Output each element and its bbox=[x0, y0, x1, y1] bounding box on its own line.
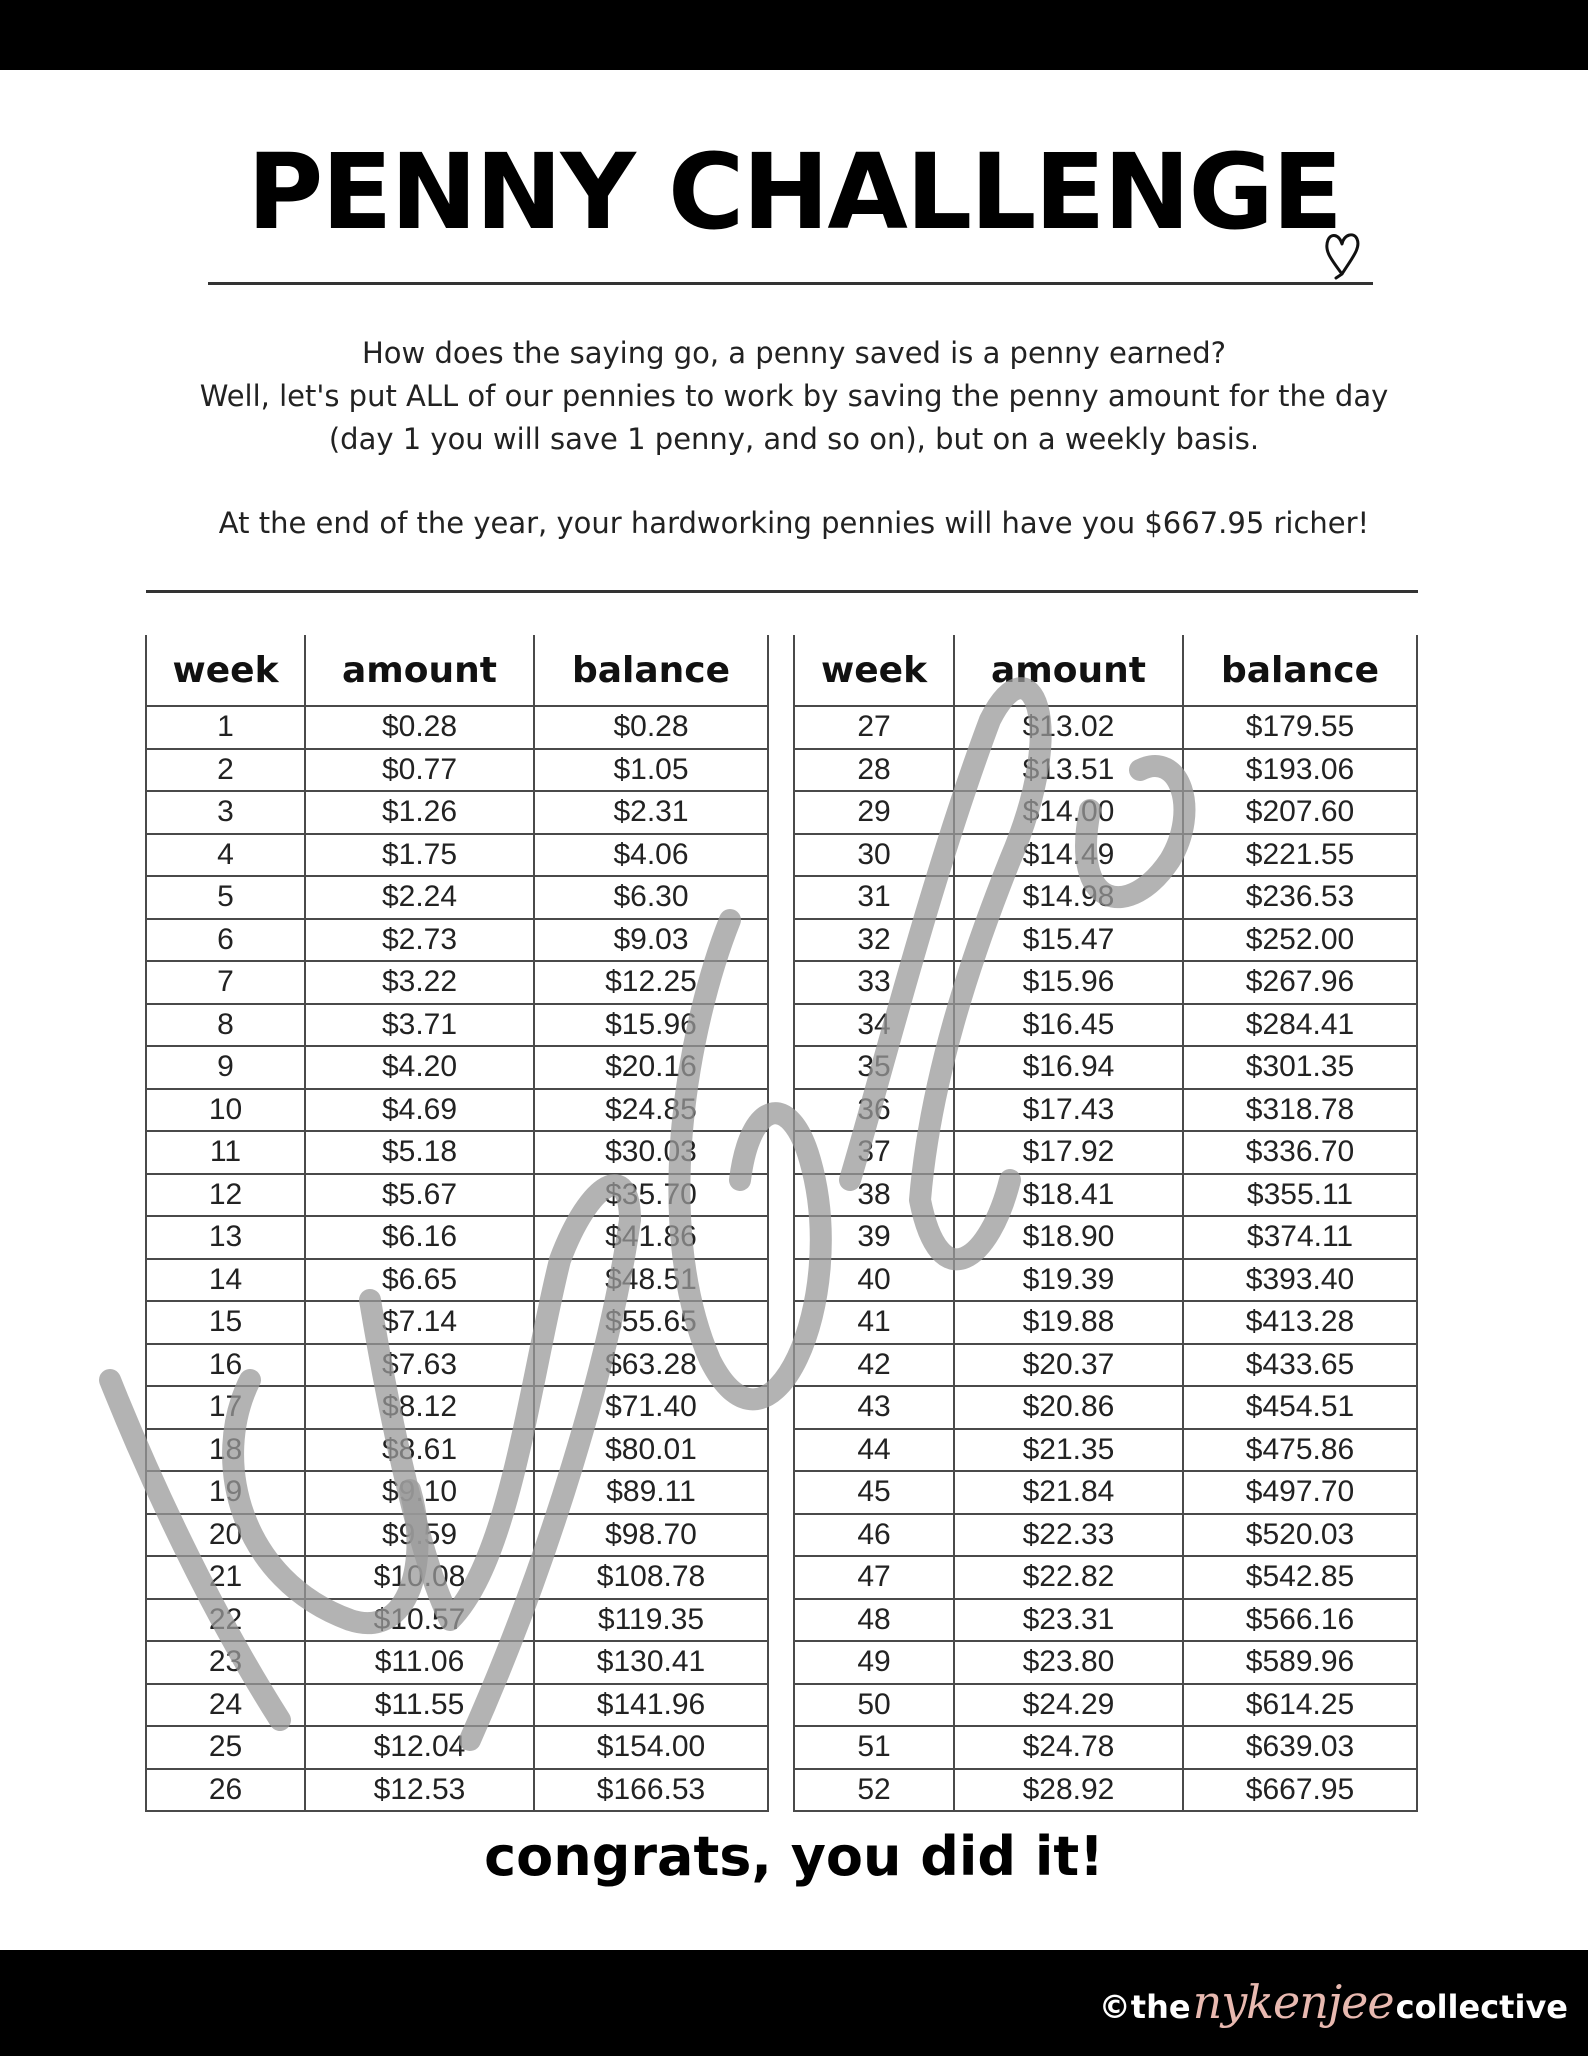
heart-doodle-icon bbox=[1320, 228, 1364, 280]
amount-cell: $15.96 bbox=[954, 961, 1183, 1004]
week-cell: 5 bbox=[146, 876, 305, 919]
week-cell: 32 bbox=[794, 919, 954, 962]
table-row bbox=[794, 1769, 1417, 1812]
table-row bbox=[146, 1301, 768, 1344]
balance-cell: $48.51 bbox=[534, 1259, 768, 1302]
amount-cell: $15.47 bbox=[954, 919, 1183, 962]
balance-cell: $2.31 bbox=[534, 791, 768, 834]
week-cell: 36 bbox=[794, 1089, 954, 1132]
amount-cell: $23.80 bbox=[954, 1641, 1183, 1684]
balance-cell: $154.00 bbox=[534, 1726, 768, 1769]
amount-cell: $3.71 bbox=[305, 1004, 534, 1047]
balance-cell: $55.65 bbox=[534, 1301, 768, 1344]
balance-cell: $4.06 bbox=[534, 834, 768, 877]
balance-cell: $108.78 bbox=[534, 1556, 768, 1599]
table-row bbox=[794, 1301, 1417, 1344]
column-header-balance: balance bbox=[1183, 635, 1417, 706]
week-cell: 6 bbox=[146, 919, 305, 962]
week-cell: 22 bbox=[146, 1599, 305, 1642]
balance-cell: $80.01 bbox=[534, 1429, 768, 1472]
amount-cell: $7.63 bbox=[305, 1344, 534, 1387]
week-cell: 19 bbox=[146, 1471, 305, 1514]
balance-cell: $24.85 bbox=[534, 1089, 768, 1132]
table-row bbox=[794, 1216, 1417, 1259]
amount-cell: $5.67 bbox=[305, 1174, 534, 1217]
amount-cell: $16.45 bbox=[954, 1004, 1183, 1047]
brand-prefix: ©the bbox=[1098, 1988, 1191, 2026]
amount-cell: $21.84 bbox=[954, 1471, 1183, 1514]
amount-cell: $20.86 bbox=[954, 1386, 1183, 1429]
table-row bbox=[794, 1089, 1417, 1132]
amount-cell: $2.73 bbox=[305, 919, 534, 962]
amount-cell: $8.61 bbox=[305, 1429, 534, 1472]
balance-cell: $393.40 bbox=[1183, 1259, 1417, 1302]
amount-cell: $12.53 bbox=[305, 1769, 534, 1812]
table-row bbox=[794, 1641, 1417, 1684]
balance-cell: $475.86 bbox=[1183, 1429, 1417, 1472]
table-row bbox=[794, 1046, 1417, 1089]
column-header-amount: amount bbox=[305, 635, 534, 706]
intro-line: (day 1 you will save 1 penny, and so on), but on a weekly basis. bbox=[328, 422, 1260, 456]
amount-cell: $24.78 bbox=[954, 1726, 1183, 1769]
balance-cell: $12.25 bbox=[534, 961, 768, 1004]
amount-cell: $6.16 bbox=[305, 1216, 534, 1259]
balance-cell: $639.03 bbox=[1183, 1726, 1417, 1769]
balance-cell: $9.03 bbox=[534, 919, 768, 962]
week-cell: 4 bbox=[146, 834, 305, 877]
balance-cell: $520.03 bbox=[1183, 1514, 1417, 1557]
table-row bbox=[794, 1004, 1417, 1047]
amount-cell: $9.59 bbox=[305, 1514, 534, 1557]
intro-line: How does the saying go, a penny saved is a penny earned? bbox=[361, 336, 1226, 370]
balance-cell: $20.16 bbox=[534, 1046, 768, 1089]
week-cell: 41 bbox=[794, 1301, 954, 1344]
week-cell: 38 bbox=[794, 1174, 954, 1217]
balance-cell: $433.65 bbox=[1183, 1344, 1417, 1387]
amount-cell: $5.18 bbox=[305, 1131, 534, 1174]
amount-cell: $10.57 bbox=[305, 1599, 534, 1642]
amount-cell: $0.77 bbox=[305, 749, 534, 792]
amount-cell: $17.92 bbox=[954, 1131, 1183, 1174]
week-cell: 44 bbox=[794, 1429, 954, 1472]
balance-cell: $413.28 bbox=[1183, 1301, 1417, 1344]
week-cell: 26 bbox=[146, 1769, 305, 1812]
balance-cell: $667.95 bbox=[1183, 1769, 1417, 1812]
week-cell: 17 bbox=[146, 1386, 305, 1429]
balance-cell: $355.11 bbox=[1183, 1174, 1417, 1217]
amount-cell: $8.12 bbox=[305, 1386, 534, 1429]
balance-cell: $0.28 bbox=[534, 706, 768, 749]
balance-cell: $35.70 bbox=[534, 1174, 768, 1217]
brand-logo bbox=[1099, 1975, 1568, 2029]
amount-cell: $14.98 bbox=[954, 876, 1183, 919]
balance-cell: $566.16 bbox=[1183, 1599, 1417, 1642]
balance-cell: $71.40 bbox=[534, 1386, 768, 1429]
table-row bbox=[794, 1684, 1417, 1727]
week-cell: 42 bbox=[794, 1344, 954, 1387]
balance-cell: $318.78 bbox=[1183, 1089, 1417, 1132]
table-row bbox=[146, 1004, 768, 1047]
amount-cell: $14.00 bbox=[954, 791, 1183, 834]
column-header-week: week bbox=[794, 635, 954, 706]
table-header-row bbox=[146, 635, 768, 706]
table-row bbox=[794, 834, 1417, 877]
week-cell: 3 bbox=[146, 791, 305, 834]
balance-cell: $267.96 bbox=[1183, 961, 1417, 1004]
table-row bbox=[794, 919, 1417, 962]
table-row bbox=[146, 1131, 768, 1174]
table-row bbox=[794, 1344, 1417, 1387]
week-cell: 50 bbox=[794, 1684, 954, 1727]
brand-script: nykenjee bbox=[1192, 1975, 1394, 2029]
table-row bbox=[794, 876, 1417, 919]
week-cell: 10 bbox=[146, 1089, 305, 1132]
week-cell: 37 bbox=[794, 1131, 954, 1174]
table-row bbox=[146, 834, 768, 877]
table-row bbox=[794, 1471, 1417, 1514]
table-row bbox=[794, 706, 1417, 749]
amount-cell: $22.33 bbox=[954, 1514, 1183, 1557]
ledger-body-left bbox=[146, 706, 768, 1811]
balance-cell: $236.53 bbox=[1183, 876, 1417, 919]
week-cell: 2 bbox=[146, 749, 305, 792]
table-row bbox=[146, 1471, 768, 1514]
balance-cell: $374.11 bbox=[1183, 1216, 1417, 1259]
amount-cell: $4.20 bbox=[305, 1046, 534, 1089]
balance-cell: $30.03 bbox=[534, 1131, 768, 1174]
week-cell: 48 bbox=[794, 1599, 954, 1642]
congrats-message: congrats, you did it! bbox=[484, 1825, 1104, 1888]
balance-cell: $1.05 bbox=[534, 749, 768, 792]
ledger-table-weeks-1-26 bbox=[145, 635, 769, 1812]
week-cell: 16 bbox=[146, 1344, 305, 1387]
week-cell: 11 bbox=[146, 1131, 305, 1174]
amount-cell: $24.29 bbox=[954, 1684, 1183, 1727]
week-cell: 13 bbox=[146, 1216, 305, 1259]
balance-cell: $119.35 bbox=[534, 1599, 768, 1642]
amount-cell: $22.82 bbox=[954, 1556, 1183, 1599]
balance-cell: $252.00 bbox=[1183, 919, 1417, 962]
table-row bbox=[146, 1726, 768, 1769]
balance-cell: $193.06 bbox=[1183, 749, 1417, 792]
table-row bbox=[146, 961, 768, 1004]
table-row bbox=[146, 1684, 768, 1727]
week-cell: 31 bbox=[794, 876, 954, 919]
balance-cell: $336.70 bbox=[1183, 1131, 1417, 1174]
week-cell: 51 bbox=[794, 1726, 954, 1769]
amount-cell: $12.04 bbox=[305, 1726, 534, 1769]
table-row bbox=[794, 1599, 1417, 1642]
amount-cell: $18.90 bbox=[954, 1216, 1183, 1259]
amount-cell: $10.08 bbox=[305, 1556, 534, 1599]
week-cell: 20 bbox=[146, 1514, 305, 1557]
table-row bbox=[146, 1344, 768, 1387]
intro-text bbox=[0, 332, 1588, 461]
table-row bbox=[794, 961, 1417, 1004]
table-row bbox=[146, 876, 768, 919]
balance-cell: $15.96 bbox=[534, 1004, 768, 1047]
week-cell: 21 bbox=[146, 1556, 305, 1599]
amount-cell: $7.14 bbox=[305, 1301, 534, 1344]
balance-cell: $130.41 bbox=[534, 1641, 768, 1684]
amount-cell: $1.75 bbox=[305, 834, 534, 877]
week-cell: 28 bbox=[794, 749, 954, 792]
amount-cell: $16.94 bbox=[954, 1046, 1183, 1089]
amount-cell: $17.43 bbox=[954, 1089, 1183, 1132]
week-cell: 8 bbox=[146, 1004, 305, 1047]
title-divider bbox=[208, 282, 1373, 285]
balance-cell: $221.55 bbox=[1183, 834, 1417, 877]
week-cell: 34 bbox=[794, 1004, 954, 1047]
week-cell: 47 bbox=[794, 1556, 954, 1599]
week-cell: 15 bbox=[146, 1301, 305, 1344]
balance-cell: $141.96 bbox=[534, 1684, 768, 1727]
amount-cell: $19.88 bbox=[954, 1301, 1183, 1344]
amount-cell: $14.49 bbox=[954, 834, 1183, 877]
week-cell: 23 bbox=[146, 1641, 305, 1684]
amount-cell: $13.51 bbox=[954, 749, 1183, 792]
intro-divider bbox=[146, 590, 1418, 593]
top-bar bbox=[0, 0, 1588, 70]
table-row bbox=[146, 1599, 768, 1642]
week-cell: 1 bbox=[146, 706, 305, 749]
amount-cell: $11.55 bbox=[305, 1684, 534, 1727]
column-header-week: week bbox=[146, 635, 305, 706]
amount-cell: $4.69 bbox=[305, 1089, 534, 1132]
table-row bbox=[794, 1514, 1417, 1557]
page-title: PENNY CHALLENGE bbox=[247, 131, 1341, 253]
table-row bbox=[794, 1726, 1417, 1769]
week-cell: 45 bbox=[794, 1471, 954, 1514]
balance-cell: $166.53 bbox=[534, 1769, 768, 1812]
week-cell: 30 bbox=[794, 834, 954, 877]
amount-cell: $3.22 bbox=[305, 961, 534, 1004]
balance-cell: $89.11 bbox=[534, 1471, 768, 1514]
week-cell: 29 bbox=[794, 791, 954, 834]
amount-cell: $6.65 bbox=[305, 1259, 534, 1302]
table-row bbox=[146, 1046, 768, 1089]
balance-cell: $589.96 bbox=[1183, 1641, 1417, 1684]
table-row bbox=[794, 791, 1417, 834]
amount-cell: $23.31 bbox=[954, 1599, 1183, 1642]
table-row bbox=[794, 1429, 1417, 1472]
table-row bbox=[146, 1259, 768, 1302]
week-cell: 25 bbox=[146, 1726, 305, 1769]
week-cell: 12 bbox=[146, 1174, 305, 1217]
amount-cell: $9.10 bbox=[305, 1471, 534, 1514]
intro-line: Well, let's put ALL of our pennies to work by saving the penny amount for the day bbox=[199, 379, 1389, 413]
week-cell: 43 bbox=[794, 1386, 954, 1429]
table-row bbox=[794, 1131, 1417, 1174]
table-row bbox=[146, 1769, 768, 1812]
amount-cell: $21.35 bbox=[954, 1429, 1183, 1472]
balance-cell: $284.41 bbox=[1183, 1004, 1417, 1047]
week-cell: 46 bbox=[794, 1514, 954, 1557]
amount-cell: $0.28 bbox=[305, 706, 534, 749]
balance-cell: $454.51 bbox=[1183, 1386, 1417, 1429]
balance-cell: $614.25 bbox=[1183, 1684, 1417, 1727]
table-row bbox=[146, 791, 768, 834]
table-row bbox=[794, 1259, 1417, 1302]
balance-cell: $6.30 bbox=[534, 876, 768, 919]
table-header-row bbox=[794, 635, 1417, 706]
week-cell: 14 bbox=[146, 1259, 305, 1302]
balance-cell: $497.70 bbox=[1183, 1471, 1417, 1514]
week-cell: 49 bbox=[794, 1641, 954, 1684]
table-row bbox=[794, 1174, 1417, 1217]
week-cell: 9 bbox=[146, 1046, 305, 1089]
week-cell: 33 bbox=[794, 961, 954, 1004]
table-row bbox=[794, 1386, 1417, 1429]
table-row bbox=[146, 1174, 768, 1217]
table-row bbox=[794, 749, 1417, 792]
amount-cell: $18.41 bbox=[954, 1174, 1183, 1217]
table-row bbox=[146, 1089, 768, 1132]
balance-cell: $41.86 bbox=[534, 1216, 768, 1259]
table-row bbox=[146, 1556, 768, 1599]
table-row bbox=[146, 706, 768, 749]
table-row bbox=[794, 1556, 1417, 1599]
week-cell: 35 bbox=[794, 1046, 954, 1089]
balance-cell: $301.35 bbox=[1183, 1046, 1417, 1089]
amount-cell: $28.92 bbox=[954, 1769, 1183, 1812]
table-row bbox=[146, 749, 768, 792]
amount-cell: $13.02 bbox=[954, 706, 1183, 749]
table-row bbox=[146, 1216, 768, 1259]
week-cell: 39 bbox=[794, 1216, 954, 1259]
week-cell: 40 bbox=[794, 1259, 954, 1302]
balance-cell: $179.55 bbox=[1183, 706, 1417, 749]
week-cell: 7 bbox=[146, 961, 305, 1004]
balance-cell: $63.28 bbox=[534, 1344, 768, 1387]
week-cell: 18 bbox=[146, 1429, 305, 1472]
column-header-balance: balance bbox=[534, 635, 768, 706]
amount-cell: $1.26 bbox=[305, 791, 534, 834]
week-cell: 27 bbox=[794, 706, 954, 749]
table-row bbox=[146, 1641, 768, 1684]
intro-summary: At the end of the year, your hardworking pennies will have you $667.95 richer! bbox=[218, 506, 1370, 540]
column-header-amount: amount bbox=[954, 635, 1183, 706]
balance-cell: $98.70 bbox=[534, 1514, 768, 1557]
ledger-table-weeks-27-52 bbox=[793, 635, 1418, 1812]
table-row bbox=[146, 1429, 768, 1472]
amount-cell: $11.06 bbox=[305, 1641, 534, 1684]
week-cell: 52 bbox=[794, 1769, 954, 1812]
table-row bbox=[146, 1514, 768, 1557]
balance-cell: $542.85 bbox=[1183, 1556, 1417, 1599]
amount-cell: $2.24 bbox=[305, 876, 534, 919]
amount-cell: $19.39 bbox=[954, 1259, 1183, 1302]
week-cell: 24 bbox=[146, 1684, 305, 1727]
table-row bbox=[146, 1386, 768, 1429]
brand-suffix: collective bbox=[1395, 1988, 1568, 2026]
ledger-body-right bbox=[794, 706, 1417, 1811]
amount-cell: $20.37 bbox=[954, 1344, 1183, 1387]
table-row bbox=[146, 919, 768, 962]
balance-cell: $207.60 bbox=[1183, 791, 1417, 834]
